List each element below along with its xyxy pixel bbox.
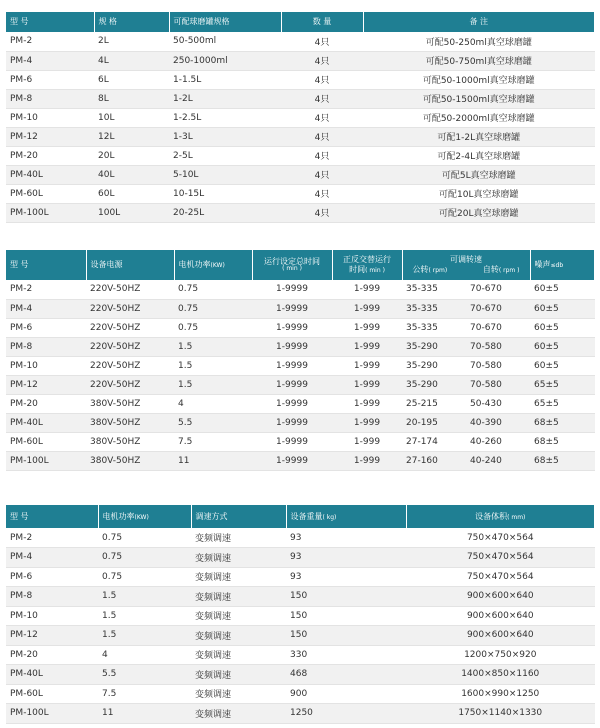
cell-volume: 1200×750×920 (406, 645, 595, 665)
header-weight-unit: ( kg) (322, 513, 337, 521)
cell-motor-power: 4 (98, 645, 191, 665)
cell-speed-control: 变频调速 (191, 645, 286, 665)
cell-motor-power: 1.5 (174, 375, 252, 394)
header-motor-power (98, 505, 191, 528)
cell-noise: 68±5 (530, 451, 595, 470)
cell-jar-spec: 2-5L (169, 146, 281, 165)
cell-alternate-time: 1-999 (332, 356, 402, 375)
cell-rotation: 40-240 (466, 451, 530, 470)
header-motor-power (174, 250, 252, 280)
cell-model: PM-20 (6, 394, 86, 413)
cell-model: PM-12 (6, 375, 86, 394)
cell-motor-power: 0.75 (98, 567, 191, 587)
cell-model: PM-12 (6, 626, 98, 646)
cell-volume: 900×600×640 (406, 587, 595, 607)
cell-model: PM-60L (6, 184, 94, 203)
cell-notes: 可配50-2000ml真空球磨罐 (363, 108, 595, 127)
table-row (6, 606, 595, 626)
header-noise-unit: ≤db (550, 262, 564, 270)
cell-revolution: 35-335 (402, 299, 466, 318)
cell-model: PM-100L (6, 203, 94, 222)
table-row (6, 645, 595, 665)
cell-model: PM-8 (6, 337, 86, 356)
table-row (6, 32, 595, 51)
cell-model: PM-4 (6, 51, 94, 70)
cell-rotation: 70-670 (466, 280, 530, 299)
header-quantity: 数 量 (281, 12, 363, 32)
cell-power-supply: 220V-50HZ (86, 337, 174, 356)
cell-motor-power: 1.5 (174, 356, 252, 375)
header-alternate-time-unit: ( min ) (365, 266, 385, 274)
cell-rotation: 40-390 (466, 413, 530, 432)
cell-motor-power: 0.75 (98, 548, 191, 568)
table-row (6, 337, 595, 356)
cell-model: PM-12 (6, 127, 94, 146)
cell-jar-spec: 50-500ml (169, 32, 281, 51)
table-row (6, 587, 595, 607)
cell-quantity: 4只 (281, 51, 363, 70)
table-row (6, 51, 595, 70)
cell-speed-control: 变频调速 (191, 665, 286, 685)
spec-table-physical (6, 505, 595, 724)
cell-capacity: 8L (94, 89, 169, 108)
cell-motor-power: 7.5 (98, 684, 191, 704)
table-row (6, 299, 595, 318)
cell-model: PM-10 (6, 356, 86, 375)
cell-model: PM-4 (6, 299, 86, 318)
cell-rotation: 70-580 (466, 375, 530, 394)
cell-capacity: 40L (94, 165, 169, 184)
header-motor-power-label: 电机功率 (102, 511, 135, 521)
cell-model: PM-2 (6, 528, 98, 548)
table-body (6, 32, 595, 222)
cell-rotation: 50-430 (466, 394, 530, 413)
header-motor-power-label: 电机功率 (178, 260, 211, 270)
cell-speed-control: 变频调速 (191, 587, 286, 607)
cell-motor-power: 11 (174, 451, 252, 470)
table-row (6, 684, 595, 704)
cell-notes: 可配2-4L真空球磨罐 (363, 146, 595, 165)
table-row (6, 89, 595, 108)
cell-alternate-time: 1-999 (332, 451, 402, 470)
cell-alternate-time: 1-999 (332, 432, 402, 451)
table-row (6, 356, 595, 375)
table-row (6, 184, 595, 203)
table-row (6, 394, 595, 413)
header-volume-unit: ( mm) (507, 513, 526, 521)
header-volume-label: 设备体积 (475, 511, 508, 521)
header-revolution: 公转 (412, 264, 429, 274)
header-model: 型 号 (6, 250, 86, 280)
cell-weight: 468 (286, 665, 406, 685)
cell-rotation: 70-580 (466, 337, 530, 356)
cell-revolution: 35-290 (402, 356, 466, 375)
cell-power-supply: 220V-50HZ (86, 280, 174, 299)
cell-power-supply: 220V-50HZ (86, 318, 174, 337)
cell-revolution: 35-335 (402, 280, 466, 299)
cell-noise: 65±5 (530, 375, 595, 394)
table-row (6, 528, 595, 548)
cell-volume: 750×470×564 (406, 548, 595, 568)
cell-volume: 750×470×564 (406, 567, 595, 587)
table-header-row (6, 505, 595, 528)
table-row (6, 108, 595, 127)
cell-revolution: 35-335 (402, 318, 466, 337)
cell-noise: 68±5 (530, 432, 595, 451)
cell-quantity: 4只 (281, 32, 363, 51)
spec-table-capacity (6, 12, 595, 223)
cell-motor-power: 11 (98, 704, 191, 724)
cell-speed-control: 变频调速 (191, 606, 286, 626)
cell-run-time: 1-9999 (252, 432, 332, 451)
cell-capacity: 20L (94, 146, 169, 165)
header-speed-control: 调速方式 (191, 505, 286, 528)
cell-quantity: 4只 (281, 89, 363, 108)
cell-model: PM-100L (6, 451, 86, 470)
cell-capacity: 10L (94, 108, 169, 127)
table-row (6, 665, 595, 685)
cell-jar-spec: 1-2L (169, 89, 281, 108)
cell-run-time: 1-9999 (252, 375, 332, 394)
table-row (6, 280, 595, 299)
cell-model: PM-20 (6, 146, 94, 165)
cell-run-time: 1-9999 (252, 280, 332, 299)
cell-volume: 750×470×564 (406, 528, 595, 548)
table-row (6, 432, 595, 451)
cell-jar-spec: 1-3L (169, 127, 281, 146)
header-run-time-unit: ( min ) (282, 265, 302, 273)
cell-run-time: 1-9999 (252, 451, 332, 470)
cell-model: PM-2 (6, 280, 86, 299)
cell-jar-spec: 5-10L (169, 165, 281, 184)
table-row (6, 165, 595, 184)
cell-run-time: 1-9999 (252, 318, 332, 337)
header-noise (530, 250, 595, 280)
cell-model: PM-20 (6, 645, 98, 665)
cell-revolution: 35-290 (402, 337, 466, 356)
cell-jar-spec: 10-15L (169, 184, 281, 203)
cell-alternate-time: 1-999 (332, 375, 402, 394)
cell-model: PM-6 (6, 567, 98, 587)
cell-model: PM-10 (6, 108, 94, 127)
header-model: 型 号 (6, 12, 94, 32)
cell-jar-spec: 250-1000ml (169, 51, 281, 70)
cell-notes: 可配10L真空球磨罐 (363, 184, 595, 203)
cell-model: PM-4 (6, 548, 98, 568)
header-jar-spec: 可配球磨罐规格 (169, 12, 281, 32)
cell-model: PM-40L (6, 165, 94, 184)
cell-power-supply: 380V-50HZ (86, 451, 174, 470)
cell-power-supply: 380V-50HZ (86, 432, 174, 451)
cell-model: PM-2 (6, 32, 94, 51)
header-run-time (252, 250, 332, 280)
header-alternate-time-label-2: 时间 (349, 264, 366, 274)
cell-notes: 可配1-2L真空球磨罐 (363, 127, 595, 146)
cell-model: PM-100L (6, 704, 98, 724)
table-header-row (6, 250, 595, 280)
cell-capacity: 60L (94, 184, 169, 203)
cell-noise: 60±5 (530, 337, 595, 356)
table-row (6, 146, 595, 165)
cell-jar-spec: 1-2.5L (169, 108, 281, 127)
cell-motor-power: 4 (174, 394, 252, 413)
cell-volume: 1750×1140×1330 (406, 704, 595, 724)
header-motor-power-unit: (KW) (134, 513, 149, 521)
cell-notes: 可配50-1000ml真空球磨罐 (363, 70, 595, 89)
cell-alternate-time: 1-999 (332, 280, 402, 299)
cell-revolution: 27-174 (402, 432, 466, 451)
cell-quantity: 4只 (281, 127, 363, 146)
cell-revolution: 35-290 (402, 375, 466, 394)
cell-motor-power: 5.5 (174, 413, 252, 432)
table-body (6, 280, 595, 470)
spec-table-electrical (6, 250, 595, 471)
cell-volume: 1600×990×1250 (406, 684, 595, 704)
cell-capacity: 4L (94, 51, 169, 70)
cell-alternate-time: 1-999 (332, 318, 402, 337)
table-row (6, 567, 595, 587)
header-revolution-unit: ( rpm) (428, 266, 448, 274)
header-volume (406, 505, 595, 528)
cell-speed-control: 变频调速 (191, 548, 286, 568)
cell-alternate-time: 1-999 (332, 337, 402, 356)
cell-noise: 60±5 (530, 318, 595, 337)
header-weight-label: 设备重量 (290, 511, 323, 521)
cell-quantity: 4只 (281, 184, 363, 203)
cell-model: PM-8 (6, 587, 98, 607)
cell-capacity: 12L (94, 127, 169, 146)
header-alternate-time-label: 正反交替运行 (343, 255, 391, 265)
cell-quantity: 4只 (281, 70, 363, 89)
cell-weight: 93 (286, 548, 406, 568)
cell-motor-power: 1.5 (98, 587, 191, 607)
table-header-row (6, 12, 595, 32)
cell-rotation: 70-670 (466, 318, 530, 337)
cell-power-supply: 220V-50HZ (86, 299, 174, 318)
cell-motor-power: 5.5 (98, 665, 191, 685)
cell-motor-power: 1.5 (98, 626, 191, 646)
cell-quantity: 4只 (281, 165, 363, 184)
cell-model: PM-6 (6, 70, 94, 89)
cell-noise: 65±5 (530, 394, 595, 413)
table-row (6, 704, 595, 724)
cell-speed-control: 变频调速 (191, 704, 286, 724)
cell-noise: 60±5 (530, 356, 595, 375)
cell-weight: 900 (286, 684, 406, 704)
table-row (6, 413, 595, 432)
cell-volume: 1400×850×1160 (406, 665, 595, 685)
cell-notes: 可配50-250ml真空球磨罐 (363, 32, 595, 51)
cell-power-supply: 220V-50HZ (86, 375, 174, 394)
cell-weight: 150 (286, 626, 406, 646)
cell-motor-power: 7.5 (174, 432, 252, 451)
cell-weight: 330 (286, 645, 406, 665)
cell-power-supply: 380V-50HZ (86, 413, 174, 432)
cell-model: PM-6 (6, 318, 86, 337)
cell-motor-power: 0.75 (98, 528, 191, 548)
cell-notes: 可配20L真空球磨罐 (363, 203, 595, 222)
cell-motor-power: 1.5 (174, 337, 252, 356)
header-capacity: 规 格 (94, 12, 169, 32)
cell-revolution: 25-215 (402, 394, 466, 413)
cell-model: PM-60L (6, 432, 86, 451)
cell-rotation: 70-580 (466, 356, 530, 375)
header-speed-label: 可调转速 (450, 255, 482, 265)
cell-capacity: 6L (94, 70, 169, 89)
cell-power-supply: 220V-50HZ (86, 356, 174, 375)
cell-capacity: 100L (94, 203, 169, 222)
table-row (6, 70, 595, 89)
cell-motor-power: 0.75 (174, 318, 252, 337)
cell-rotation: 70-670 (466, 299, 530, 318)
cell-speed-control: 变频调速 (191, 528, 286, 548)
cell-notes: 可配50-750ml真空球磨罐 (363, 51, 595, 70)
cell-quantity: 4只 (281, 203, 363, 222)
cell-run-time: 1-9999 (252, 394, 332, 413)
header-alternate-time (332, 250, 402, 280)
cell-volume: 900×600×640 (406, 626, 595, 646)
cell-alternate-time: 1-999 (332, 299, 402, 318)
cell-weight: 93 (286, 528, 406, 548)
cell-notes: 可配50-1500ml真空球磨罐 (363, 89, 595, 108)
cell-noise: 68±5 (530, 413, 595, 432)
table-row (6, 626, 595, 646)
cell-motor-power: 1.5 (98, 606, 191, 626)
header-power-supply: 设备电源 (86, 250, 174, 280)
cell-run-time: 1-9999 (252, 337, 332, 356)
cell-model: PM-8 (6, 89, 94, 108)
cell-speed-control: 变频调速 (191, 684, 286, 704)
cell-quantity: 4只 (281, 146, 363, 165)
header-noise-label: 噪声 (534, 260, 551, 270)
header-notes: 备 注 (363, 12, 595, 32)
cell-revolution: 27-160 (402, 451, 466, 470)
cell-weight: 1250 (286, 704, 406, 724)
header-run-time-label: 运行设定总时间 (264, 256, 320, 266)
table-row (6, 375, 595, 394)
header-speed (402, 250, 530, 280)
cell-rotation: 40-260 (466, 432, 530, 451)
cell-motor-power: 0.75 (174, 299, 252, 318)
cell-run-time: 1-9999 (252, 356, 332, 375)
cell-model: PM-40L (6, 413, 86, 432)
table-body (6, 528, 595, 723)
table-row (6, 451, 595, 470)
header-rotation-unit: ( rpm ) (498, 266, 520, 274)
cell-model: PM-10 (6, 606, 98, 626)
cell-notes: 可配5L真空球磨罐 (363, 165, 595, 184)
cell-revolution: 20-195 (402, 413, 466, 432)
table-row (6, 548, 595, 568)
cell-weight: 150 (286, 606, 406, 626)
cell-run-time: 1-9999 (252, 299, 332, 318)
cell-speed-control: 变频调速 (191, 626, 286, 646)
header-model: 型 号 (6, 505, 98, 528)
cell-weight: 150 (286, 587, 406, 607)
table-row (6, 127, 595, 146)
cell-quantity: 4只 (281, 108, 363, 127)
cell-alternate-time: 1-999 (332, 413, 402, 432)
cell-model: PM-40L (6, 665, 98, 685)
table-row (6, 203, 595, 222)
table-row (6, 318, 595, 337)
cell-model: PM-60L (6, 684, 98, 704)
cell-run-time: 1-9999 (252, 413, 332, 432)
cell-speed-control: 变频调速 (191, 567, 286, 587)
cell-jar-spec: 20-25L (169, 203, 281, 222)
cell-capacity: 2L (94, 32, 169, 51)
cell-power-supply: 380V-50HZ (86, 394, 174, 413)
header-motor-power-unit: (KW) (210, 262, 225, 270)
header-rotation: 自转 (482, 264, 499, 274)
cell-noise: 60±5 (530, 280, 595, 299)
cell-volume: 900×600×640 (406, 606, 595, 626)
cell-alternate-time: 1-999 (332, 394, 402, 413)
cell-weight: 93 (286, 567, 406, 587)
cell-jar-spec: 1-1.5L (169, 70, 281, 89)
cell-noise: 60±5 (530, 299, 595, 318)
cell-motor-power: 0.75 (174, 280, 252, 299)
header-weight (286, 505, 406, 528)
